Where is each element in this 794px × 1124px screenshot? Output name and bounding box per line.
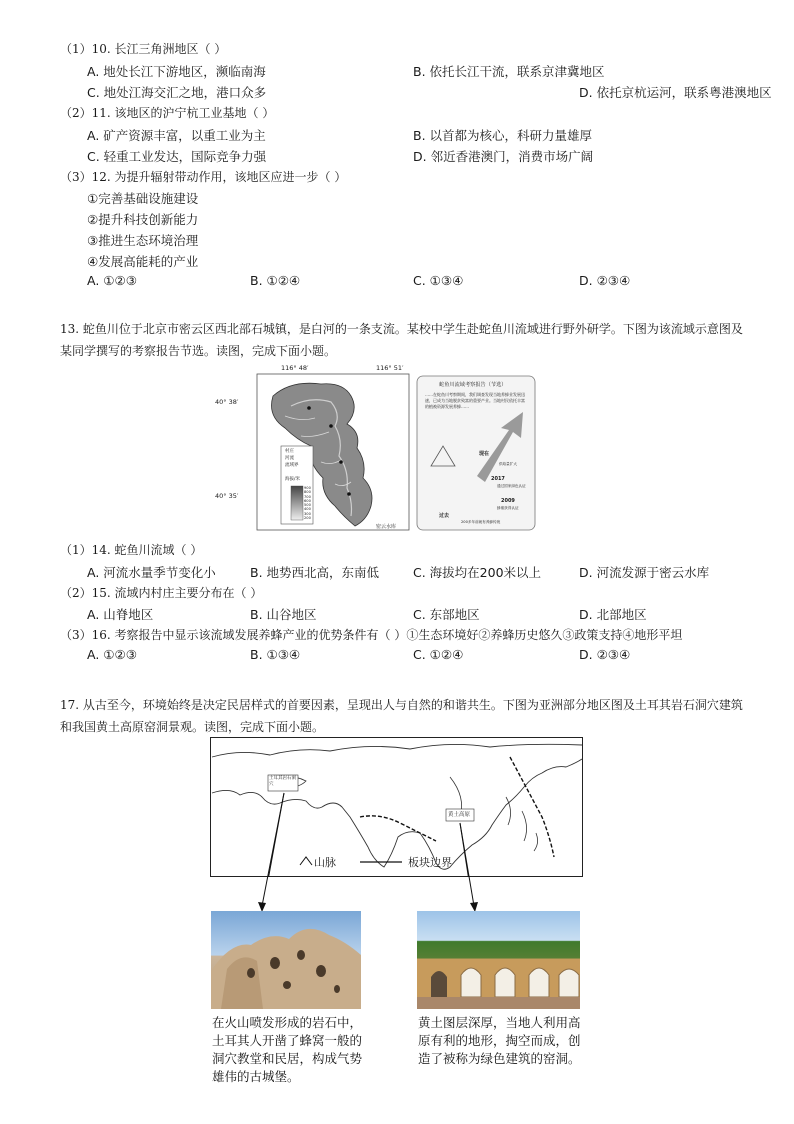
- option-d[interactable]: D. 北部地区: [579, 607, 647, 622]
- option-b[interactable]: B. 以首都为核心，科研力量雄厚: [413, 128, 593, 143]
- longitude-left: 116° 48′: [281, 364, 309, 372]
- report-title: 蛇鱼川流域考察报告（节选）: [439, 382, 507, 388]
- timeline-2017: 2017: [491, 476, 505, 482]
- latitude-bottom: 40° 35′: [215, 492, 239, 500]
- question-stem: 10. 长江三角洲地区（ ）: [91, 42, 227, 56]
- longitude-right: 116° 51′: [376, 364, 404, 372]
- legend-river: 河流: [285, 456, 294, 461]
- turkey-cave-photo: [211, 911, 361, 1009]
- timeline-past: 过去: [439, 513, 450, 519]
- statement-2: ②提升科技创新能力: [87, 212, 199, 227]
- question-stem: 11. 该地区的沪宁杭工业基地（ ）: [91, 106, 275, 120]
- question-number: （2）: [60, 106, 92, 120]
- timeline-note-1: 200多年前就有养蜂传统: [461, 520, 501, 524]
- option-c[interactable]: C. 轻重工业发达，国际竞争力强: [87, 149, 267, 164]
- report-text: ……在蛇鱼川考察期间，我们调查发现当地养蜂业发展迅速，已成为当地脱贫致富的重要产业。当地村民依托丰富的植被资源发展养蜂……: [425, 392, 525, 409]
- option-c[interactable]: C. ①③④: [413, 273, 464, 288]
- question-13-intro: 13. 蛇鱼川位于北京市密云区西北部石城镇，是白河的一条支流。某校中学生赴蛇鱼川流域进行野外研学。下图为该流域示意图及某同学撰写的考察报告节选。读图，完成下面小题。: [60, 322, 743, 358]
- statement-1: ①完善基础设施建设: [87, 191, 199, 206]
- option-d[interactable]: D. ②③④: [579, 647, 631, 662]
- option-c[interactable]: C. 东部地区: [413, 607, 480, 622]
- option-a[interactable]: A. ①②③: [87, 273, 137, 288]
- boundary-legend-label: 板块边界: [408, 856, 452, 869]
- turkey-caption: 在火山喷发形成的岩石中，土耳其人开凿了蜂窝一般的洞穴教堂和民居，构成气势雄伟的古城堡。: [212, 1015, 363, 1084]
- option-d[interactable]: D. ②③④: [579, 273, 631, 288]
- timeline-now: 现在: [479, 451, 490, 457]
- reservoir-label: 密云水库: [376, 524, 397, 530]
- option-a[interactable]: A. 矿产资源丰富，以重工业为主: [87, 128, 266, 143]
- statement-4: ④发展高能耗的产业: [87, 254, 199, 269]
- timeline-note-2: 蜂蜜获得认证: [497, 506, 519, 510]
- timeline-2009: 2009: [501, 498, 515, 504]
- legend-elevation: 海拔/米: [285, 477, 301, 482]
- question-stem: 16. 考察报告中显示该流域发展养蜂产业的优势条件有（ ）①生态环境好②养蜂历史悠久③政策支持④地形平坦: [91, 628, 683, 642]
- option-b[interactable]: B. 山谷地区: [250, 607, 317, 622]
- question-stem: 15. 流域内村庄主要分布在（ ）: [91, 586, 263, 600]
- option-c[interactable]: C. 海拔均在200米以上: [413, 565, 542, 580]
- turkey-label: 土耳其岩石洞穴: [269, 776, 296, 787]
- loess-cave-photo: [417, 911, 580, 1009]
- option-a[interactable]: A. 河流水量季节变化小: [87, 565, 216, 580]
- legend-elevation-values: 900 800 700 600 500 400 300 200: [304, 486, 311, 521]
- option-b[interactable]: B. 依托长江干流，联系京津冀地区: [413, 64, 605, 79]
- loess-label: 黄土高原: [448, 812, 471, 818]
- statement-3: ③推进生态环境治理: [87, 233, 199, 248]
- option-d[interactable]: D. 依托京杭运河，联系粤港澳地区: [579, 85, 772, 100]
- option-b[interactable]: B. 地势西北高，东南低: [250, 565, 380, 580]
- question-number: （1）: [60, 42, 92, 56]
- question-number: （2）: [60, 586, 92, 600]
- loess-caption: 黄土图层深厚，当地人利用高原有利的地形，掏空而成，创造了被称为绿色建筑的窑洞。: [418, 1015, 581, 1066]
- option-c[interactable]: C. ①②④: [413, 647, 464, 662]
- option-d[interactable]: D. 邻近香港澳门，消费市场广阔: [413, 149, 594, 164]
- question-number: （1）: [60, 543, 92, 557]
- legend-boundary: 流域界: [285, 463, 299, 468]
- question-stem: 14. 蛇鱼川流域（ ）: [91, 543, 203, 557]
- option-d[interactable]: D. 河流发源于密云水库: [579, 565, 710, 580]
- timeline-note-3: 通过国家绿色认证: [497, 484, 526, 488]
- question-stem: 12. 为提升辐射带动作用，该地区应进一步（ ）: [91, 170, 347, 184]
- option-c[interactable]: C. 地处江海交汇之地，港口众多: [87, 85, 267, 100]
- question-number: （3）: [60, 170, 92, 184]
- option-a[interactable]: A. 山脊地区: [87, 607, 154, 622]
- option-b[interactable]: B. ①②④: [250, 273, 301, 288]
- timeline-note-4: 供给量扩大: [499, 462, 517, 466]
- mountain-legend-label: 山脉: [314, 856, 336, 869]
- latitude-top: 40° 38′: [215, 398, 239, 406]
- question-number: （3）: [60, 628, 92, 642]
- option-b[interactable]: B. ①③④: [250, 647, 301, 662]
- option-a[interactable]: A. 地处长江下游地区，濒临南海: [87, 64, 266, 79]
- legend-village: 村庄: [285, 449, 294, 454]
- question-17-intro: 17. 从古至今，环境始终是决定民居样式的首要因素，呈现出人与自然的和谐共生。下图为亚洲部分地区图及土耳其岩石洞穴建筑和我国黄土高原窑洞景观。读图，完成下面小题。: [60, 698, 743, 734]
- option-a[interactable]: A. ①②③: [87, 647, 137, 662]
